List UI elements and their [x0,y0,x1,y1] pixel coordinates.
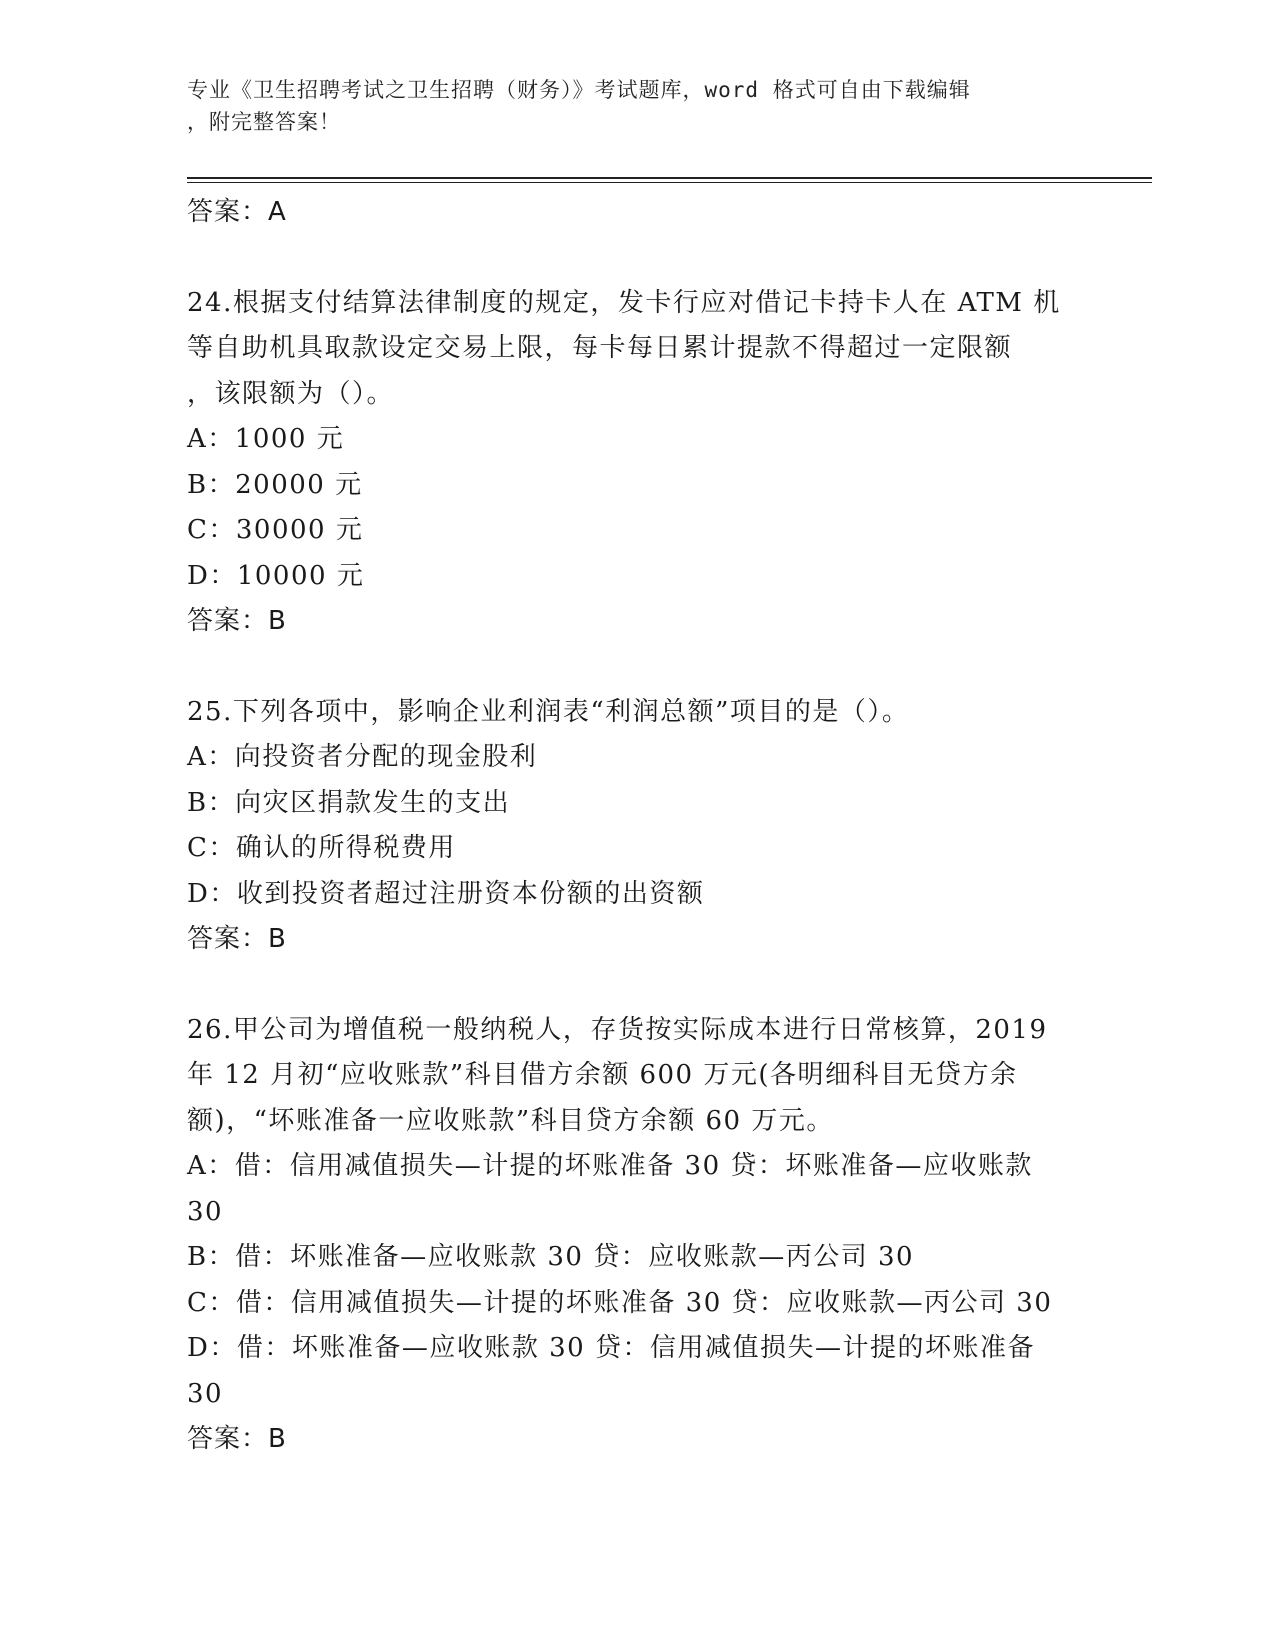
option-d: D：10000 元 [187,560,365,591]
question-stem-line: 24.根据支付结算法律制度的规定，发卡行应对借记卡持卡人在 ATM 机 [187,287,1061,318]
header-line: ，附完整答案！ [187,110,341,134]
answer-line: 答案：B [187,924,287,954]
answer-line: 答案：B [187,606,287,636]
header-line: 专业《卫生招聘考试之卫生招聘（财务）》考试题库，word 格式可自由下载编辑 [187,78,971,102]
question-stem-line: ，该限额为（）。 [187,378,395,409]
question-stem-line: 等自助机具取款设定交易上限，每卡每日累计提款不得超过一定限额 [187,333,1013,363]
page-header [187,74,1087,138]
answer-line: 答案：A [187,197,287,227]
question-list [187,190,1087,1463]
answer-line: 答案：B [187,1424,287,1454]
option-d: D：收到投资者超过注册资本份额的出资额 [187,878,705,909]
option-a: A：借：信用减值损失—计提的坏账准备 30 贷：坏账准备—应收账款 [187,1151,1033,1181]
option-c: C：30000 元 [187,515,364,545]
question-stem-line: 额)，“坏账准备一应收账款”科目贷方余额 60 万元。 [187,1105,834,1136]
question-block [187,1008,1087,1463]
question-stem-line: 26.甲公司为增值税一般纳税人，存货按实际成本进行日常核算，2019 [187,1014,1048,1045]
header-divider [187,182,1152,183]
spacer [187,963,1087,1008]
option-a: A：1000 元 [187,424,345,454]
option-c: C：确认的所得税费用 [187,833,456,863]
question-stem-line: 年 12 月初“应收账款”科目借方余额 600 万元(各明细科目无贷方余 [187,1060,1018,1090]
option-c: C：借：信用减值损失—计提的坏账准备 30 贷：应收账款—丙公司 30 [187,1287,1053,1318]
option-d: D：借：坏账准备—应收账款 30 贷：信用减值损失—计提的坏账准备 [187,1333,1035,1363]
question-block [187,690,1087,963]
option-b: B：20000 元 [187,469,363,500]
option-b: B：向灾区捐款发生的支出 [187,787,511,818]
question-stem-line: 25.下列各项中，影响企业利润表“利润总额”项目的是（）。 [187,696,910,727]
spacer [187,236,1087,281]
option-a: A：向投资者分配的现金股利 [187,742,538,772]
option-a-continued: 30 [187,1196,224,1227]
spacer [187,645,1087,690]
header-divider [187,177,1152,179]
option-d-continued: 30 [187,1378,224,1409]
option-b: B：借：坏账准备—应收账款 30 贷：应收账款—丙公司 30 [187,1242,915,1272]
question-block [187,281,1087,645]
